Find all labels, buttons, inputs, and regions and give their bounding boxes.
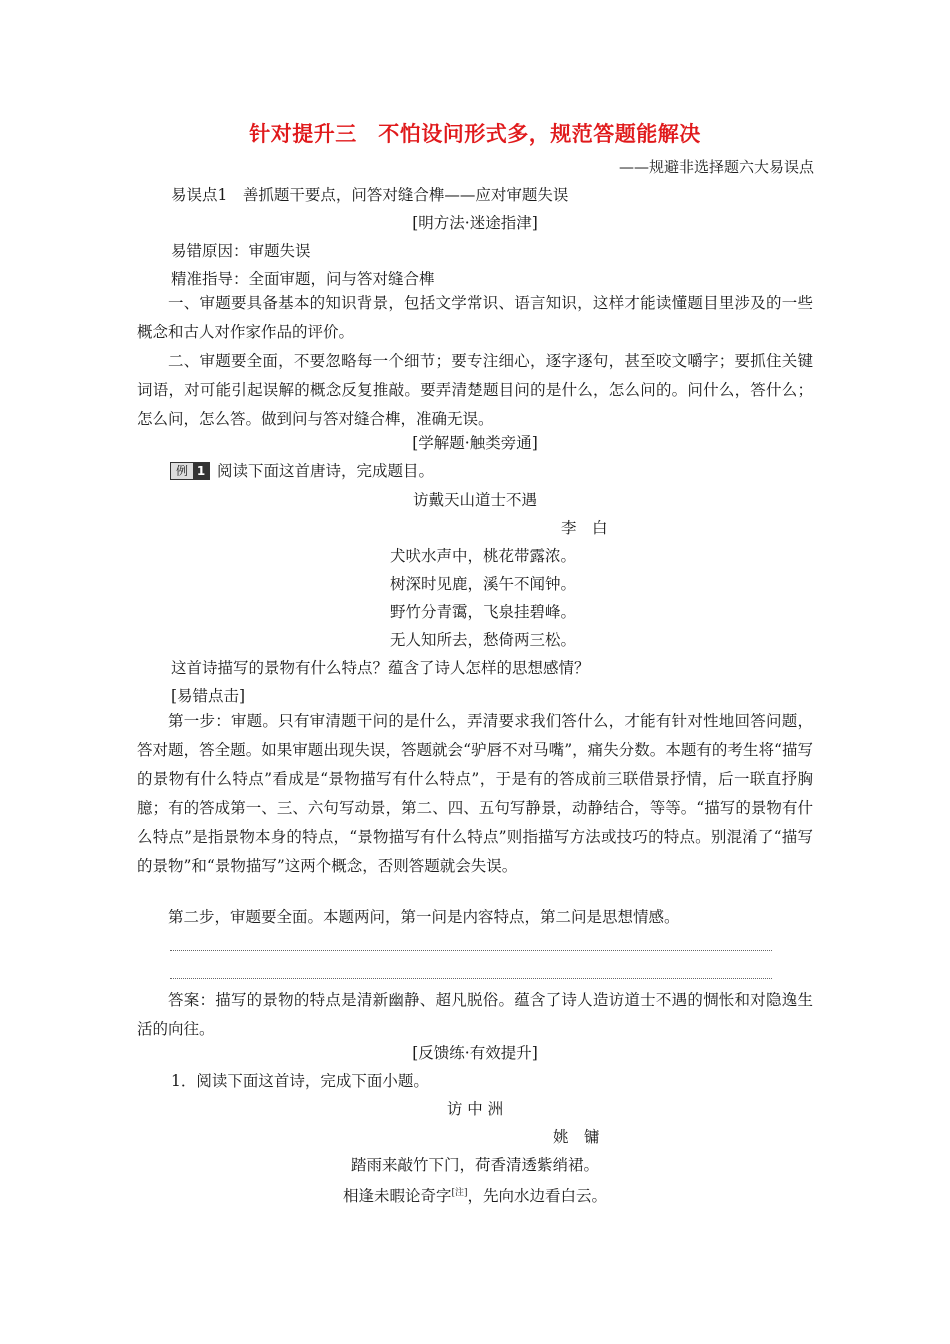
poem-line: 树深时见鹿，溪午不闻钟。: [390, 575, 577, 593]
error-tip-label: [易错点击]: [171, 687, 246, 705]
example-badge: [170, 462, 210, 480]
paragraph-comprehensive-review: 二、审题要全面，不要忽略每一个细节；要专注细心，逐字逐句，甚至咬文嚼字；要抓住关键词语，对可能引起误解的概念反复推敲。要弄清楚题目问的是什么，怎么问的。问什么，答什么；怎么问，怎么答。做到问与答对缝合榫，准确无误。: [137, 352, 813, 428]
poem2-line-part: ，先向水边看白云。: [467, 1187, 608, 1206]
page-subtitle: ——规避非选择题六大易误点: [618, 158, 814, 176]
example-intro: 阅读下面这首唐诗，完成题目。: [217, 462, 435, 480]
section-heading-method: [明方法·迷途指津]: [412, 214, 538, 232]
poem2-title: 访 中 洲: [446, 1100, 504, 1118]
poem-line: 犬吠水声中，桃花带露浓。: [390, 547, 577, 565]
page-title: 针对提升三 不怕设问形式多，规范答题能解决: [249, 122, 701, 146]
footnote-marker: [注]: [451, 1188, 468, 1198]
example-badge-number: 1: [193, 463, 209, 479]
answer-blank-line: [170, 950, 772, 951]
poem-line: 无人知所去，愁倚两三松。: [390, 631, 577, 649]
answer-paragraph: 答案：描写的景物的特点是清新幽静、超凡脱俗。蕴含了诗人造访道士不遇的惆怅和对隐逸生活的向往。: [137, 991, 813, 1038]
poem2-line: 踏雨来敲竹下门，荷香清透紫绡裙。: [350, 1156, 599, 1174]
section-heading-feedback: [反馈练·有效提升]: [412, 1044, 538, 1062]
paragraph-background-knowledge: 一、审题要具备基本的知识背景，包括文学常识、语言知识，这样才能读懂题目里涉及的一些概念和古人对作家作品的评价。: [137, 294, 813, 341]
poem-author: 李 白: [561, 519, 608, 537]
poem-title: 访戴天山道士不遇: [412, 491, 537, 509]
step-two-paragraph: 第二步，审题要全面。本题两问，第一问是内容特点，第二问是思想情感。: [168, 908, 680, 926]
poem2-line: [0, 1182, 950, 1207]
question-text: 这首诗描写的景物有什么特点？蕴含了诗人怎样的思想感情？: [171, 659, 590, 677]
poem2-author: 姚 镛: [553, 1128, 600, 1146]
step-one-paragraph: 第一步：审题。只有审清题干问的是什么，弄清要求我们答什么，才能有针对性地回答问题，答对题，答全题。如果审题出现失误，答题就会“驴唇不对马嘴”，痛失分数。本题有的考生将“描写的景物有什么特点”看成是“景物描写有什么特点”，于是有的答成前三联借景抒情，后一联直抒胸臆；有的答成第一、三、六句写动景，第二、四、五句写静景，动静结合，等等。“描写的景物有什么特点”是指景物本身的特点，“景物描写有什么特点”则指描写方法或技巧的特点。别混淆了“描写的景物”和“景物描写”这两个概念，否则答题就会失误。: [137, 712, 813, 875]
error-cause: 易错原因：审题失误: [171, 242, 311, 260]
exercise-question-1: 1．阅读下面这首诗，完成下面小题。: [171, 1072, 429, 1090]
answer-blank-line: [170, 978, 772, 979]
section-heading-practice: [学解题·触类旁通]: [412, 434, 538, 452]
example-badge-label: 例: [171, 463, 193, 479]
poem-line: 野竹分青霭，飞泉挂碧峰。: [390, 603, 577, 621]
poem2-line-part: 相逢未暇论奇字: [342, 1187, 452, 1206]
precise-guidance: 精准指导：全面审题，问与答对缝合榫: [171, 270, 435, 288]
error-point-heading: 易误点1 善抓题干要点，问答对缝合榫——应对审题失误: [171, 186, 569, 204]
